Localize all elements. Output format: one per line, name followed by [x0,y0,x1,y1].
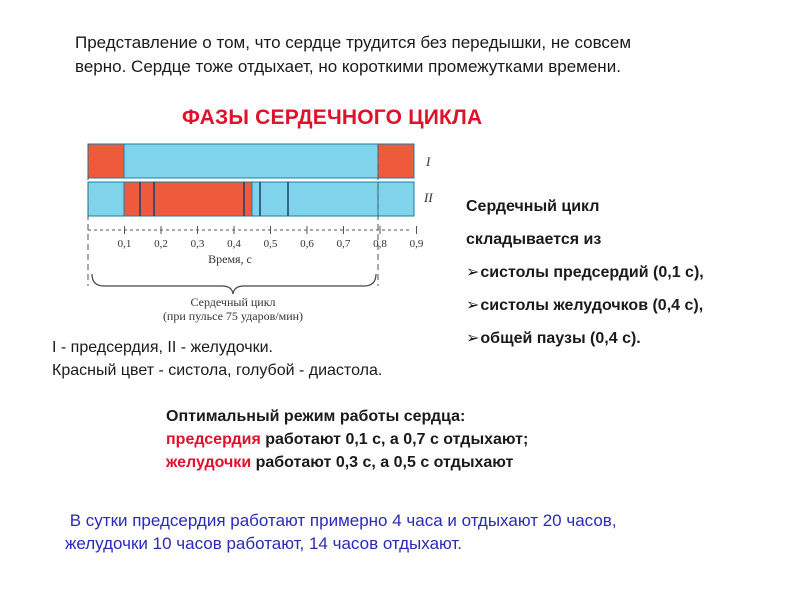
optimal-atria [166,428,528,451]
daily-line-1: В сутки предсердия работают примерно 4 часа и отдыхают 20 часов, [65,511,617,530]
row-label-atria: I [426,154,431,169]
cycle-line-2: складывается из [466,231,602,248]
intro-line-1: Представление о том, что сердце трудится без передышки, не совсем [75,33,632,52]
ventricles-systole [124,182,252,216]
caption-line-1: Сердечный цикл [190,295,276,309]
cycle-bracket [92,274,376,294]
tick-label: 0,6 [300,238,314,250]
tick-label: 0,7 [336,238,351,250]
tick-label: 0,9 [409,238,424,250]
tick-labels [118,238,424,250]
legend-line-1: I - предсердия, II - желудочки. [52,339,273,356]
daily-summary [65,509,765,555]
ventricles-diastole [252,182,378,216]
cycle-item-ventricular-systole: ➢ систолы желудочков (0,4 с), [466,289,704,322]
tick-label: 0,4 [227,238,241,250]
tick-label: 0,1 [117,238,132,250]
ventricles-rest: работают 0,3 с, а 0,5 с отдыхают [251,454,514,471]
cycle-item-atrial-systole: ➢ систолы предсердий (0,1 с), [466,256,704,289]
axis-label: Время, с [208,252,252,266]
tick-label: 0,5 [263,238,278,250]
legend-text [52,336,382,382]
cycle-item-pause: ➢ общей паузы (0,4 с). [466,322,704,355]
atria-diastole [124,144,378,178]
atria-systole-start [88,144,124,178]
intro-text [75,31,755,79]
tick-label: 0,2 [154,238,168,250]
ventricles-word: желудочки [166,454,252,471]
atria-word: предсердия [166,431,261,448]
page-title: ФАЗЫ СЕРДЕЧНОГО ЦИКЛА [182,106,483,129]
intro-line-2: верно. Сердце тоже отдыхает, но короткими промежутками времени. [75,57,621,76]
tick-label: 0,3 [190,238,205,250]
optimal-ventricles [166,451,528,474]
cycle-description [466,190,704,355]
tick-label: 0,8 [373,238,387,250]
ventricles-diastole-start [88,182,124,216]
optimal-mode [166,405,528,474]
row-label-ventricles: II [424,190,433,205]
legend-line-2: Красный цвет - систола, голубой - диастола. [52,362,383,379]
cardiac-cycle-diagram [82,136,454,334]
cycle-line-1: Сердечный цикл [466,198,600,215]
atria-rest: работают 0,1 с, а 0,7 с отдыхают; [260,431,529,448]
atria-systole-end [378,144,414,178]
ventricles-diastole-end [378,182,414,216]
optimal-heading: Оптимальный режим работы сердца: [166,408,466,425]
caption-line-2: (при пульсе 75 ударов/мин) [162,309,304,323]
daily-line-2: желудочки 10 часов работают, 14 часов отдыхают. [65,534,463,553]
